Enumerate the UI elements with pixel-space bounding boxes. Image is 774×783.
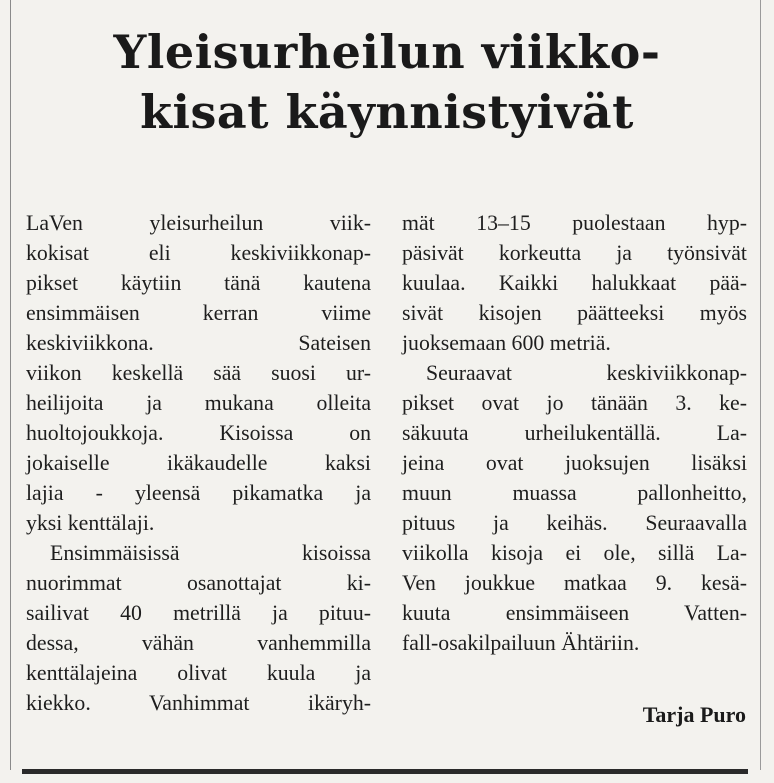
text-line: viikon keskellä sää suosi ur- [26,361,371,385]
text-line: pikset käytiin tänä kautena [26,271,371,295]
text-line: nuorimmat osanottajat ki- [26,571,371,595]
text-line: kenttälajeina olivat kuula ja [26,661,371,685]
headline-line-1: Yleisurheilun viikko- [113,25,661,79]
author-byline: Tarja Puro [642,702,746,727]
text-line: kiekko. Vanhimmat ikäryh- [26,691,371,715]
text-line: fall-osakilpailuun Ähtäriin. [402,631,640,655]
headline-line-2: kisat käynnistyivät [140,85,634,139]
article-headline [30,22,744,142]
left-column-rule [10,0,11,770]
text-line: heilijoita ja mukana olleita [26,391,371,415]
text-line: viikolla kisoja ei ole, sillä La- [402,541,747,565]
text-line: päsivät korkeutta ja työnsivät [402,241,747,265]
text-line: Seuraavat keskiviikkonap- [426,361,747,385]
text-line: mät 13–15 puolestaan hyp- [402,211,747,235]
text-line: kuuta ensimmäiseen Vatten- [402,601,747,625]
text-line: kuulaa. Kaikki halukkaat pää- [402,271,747,295]
text-line: LaVen yleisurheilun viik- [26,211,371,235]
text-line: Ven joukkue matkaa 9. kesä- [402,571,747,595]
text-line: pikset ovat jo tänään 3. ke- [402,391,747,415]
text-line: kokisat eli keskiviikkonap- [26,241,371,265]
text-line: pituus ja keihäs. Seuraavalla [402,511,747,535]
text-line: huoltojoukkoja. Kisoissa on [26,421,371,445]
text-line: dessa, vähän vanhemmilla [26,631,371,655]
text-line: keskiviikkona. Sateisen [26,331,371,355]
text-line: jokaiselle ikäkaudelle kaksi [26,451,371,475]
bottom-rule [22,769,748,774]
text-line: säkuuta urheilukentällä. La- [402,421,747,445]
text-line: juoksemaan 600 metriä. [402,331,611,355]
text-line: sivät kisojen päätteeksi myös [402,301,747,325]
text-line: ensimmäisen kerran viime [26,301,371,325]
article-column-right [402,208,747,658]
text-line: jeina ovat juoksujen lisäksi [402,451,747,475]
text-line: muun muassa pallonheitto, [402,481,747,505]
right-column-rule [760,0,761,770]
article-column-left [26,208,371,718]
text-line: yksi kenttälaji. [26,511,155,535]
text-line: Ensimmäisissä kisoissa [50,541,371,565]
text-line: sailivat 40 metrillä ja pituu- [26,601,371,625]
text-line: lajia - yleensä pikamatka ja [26,481,371,505]
